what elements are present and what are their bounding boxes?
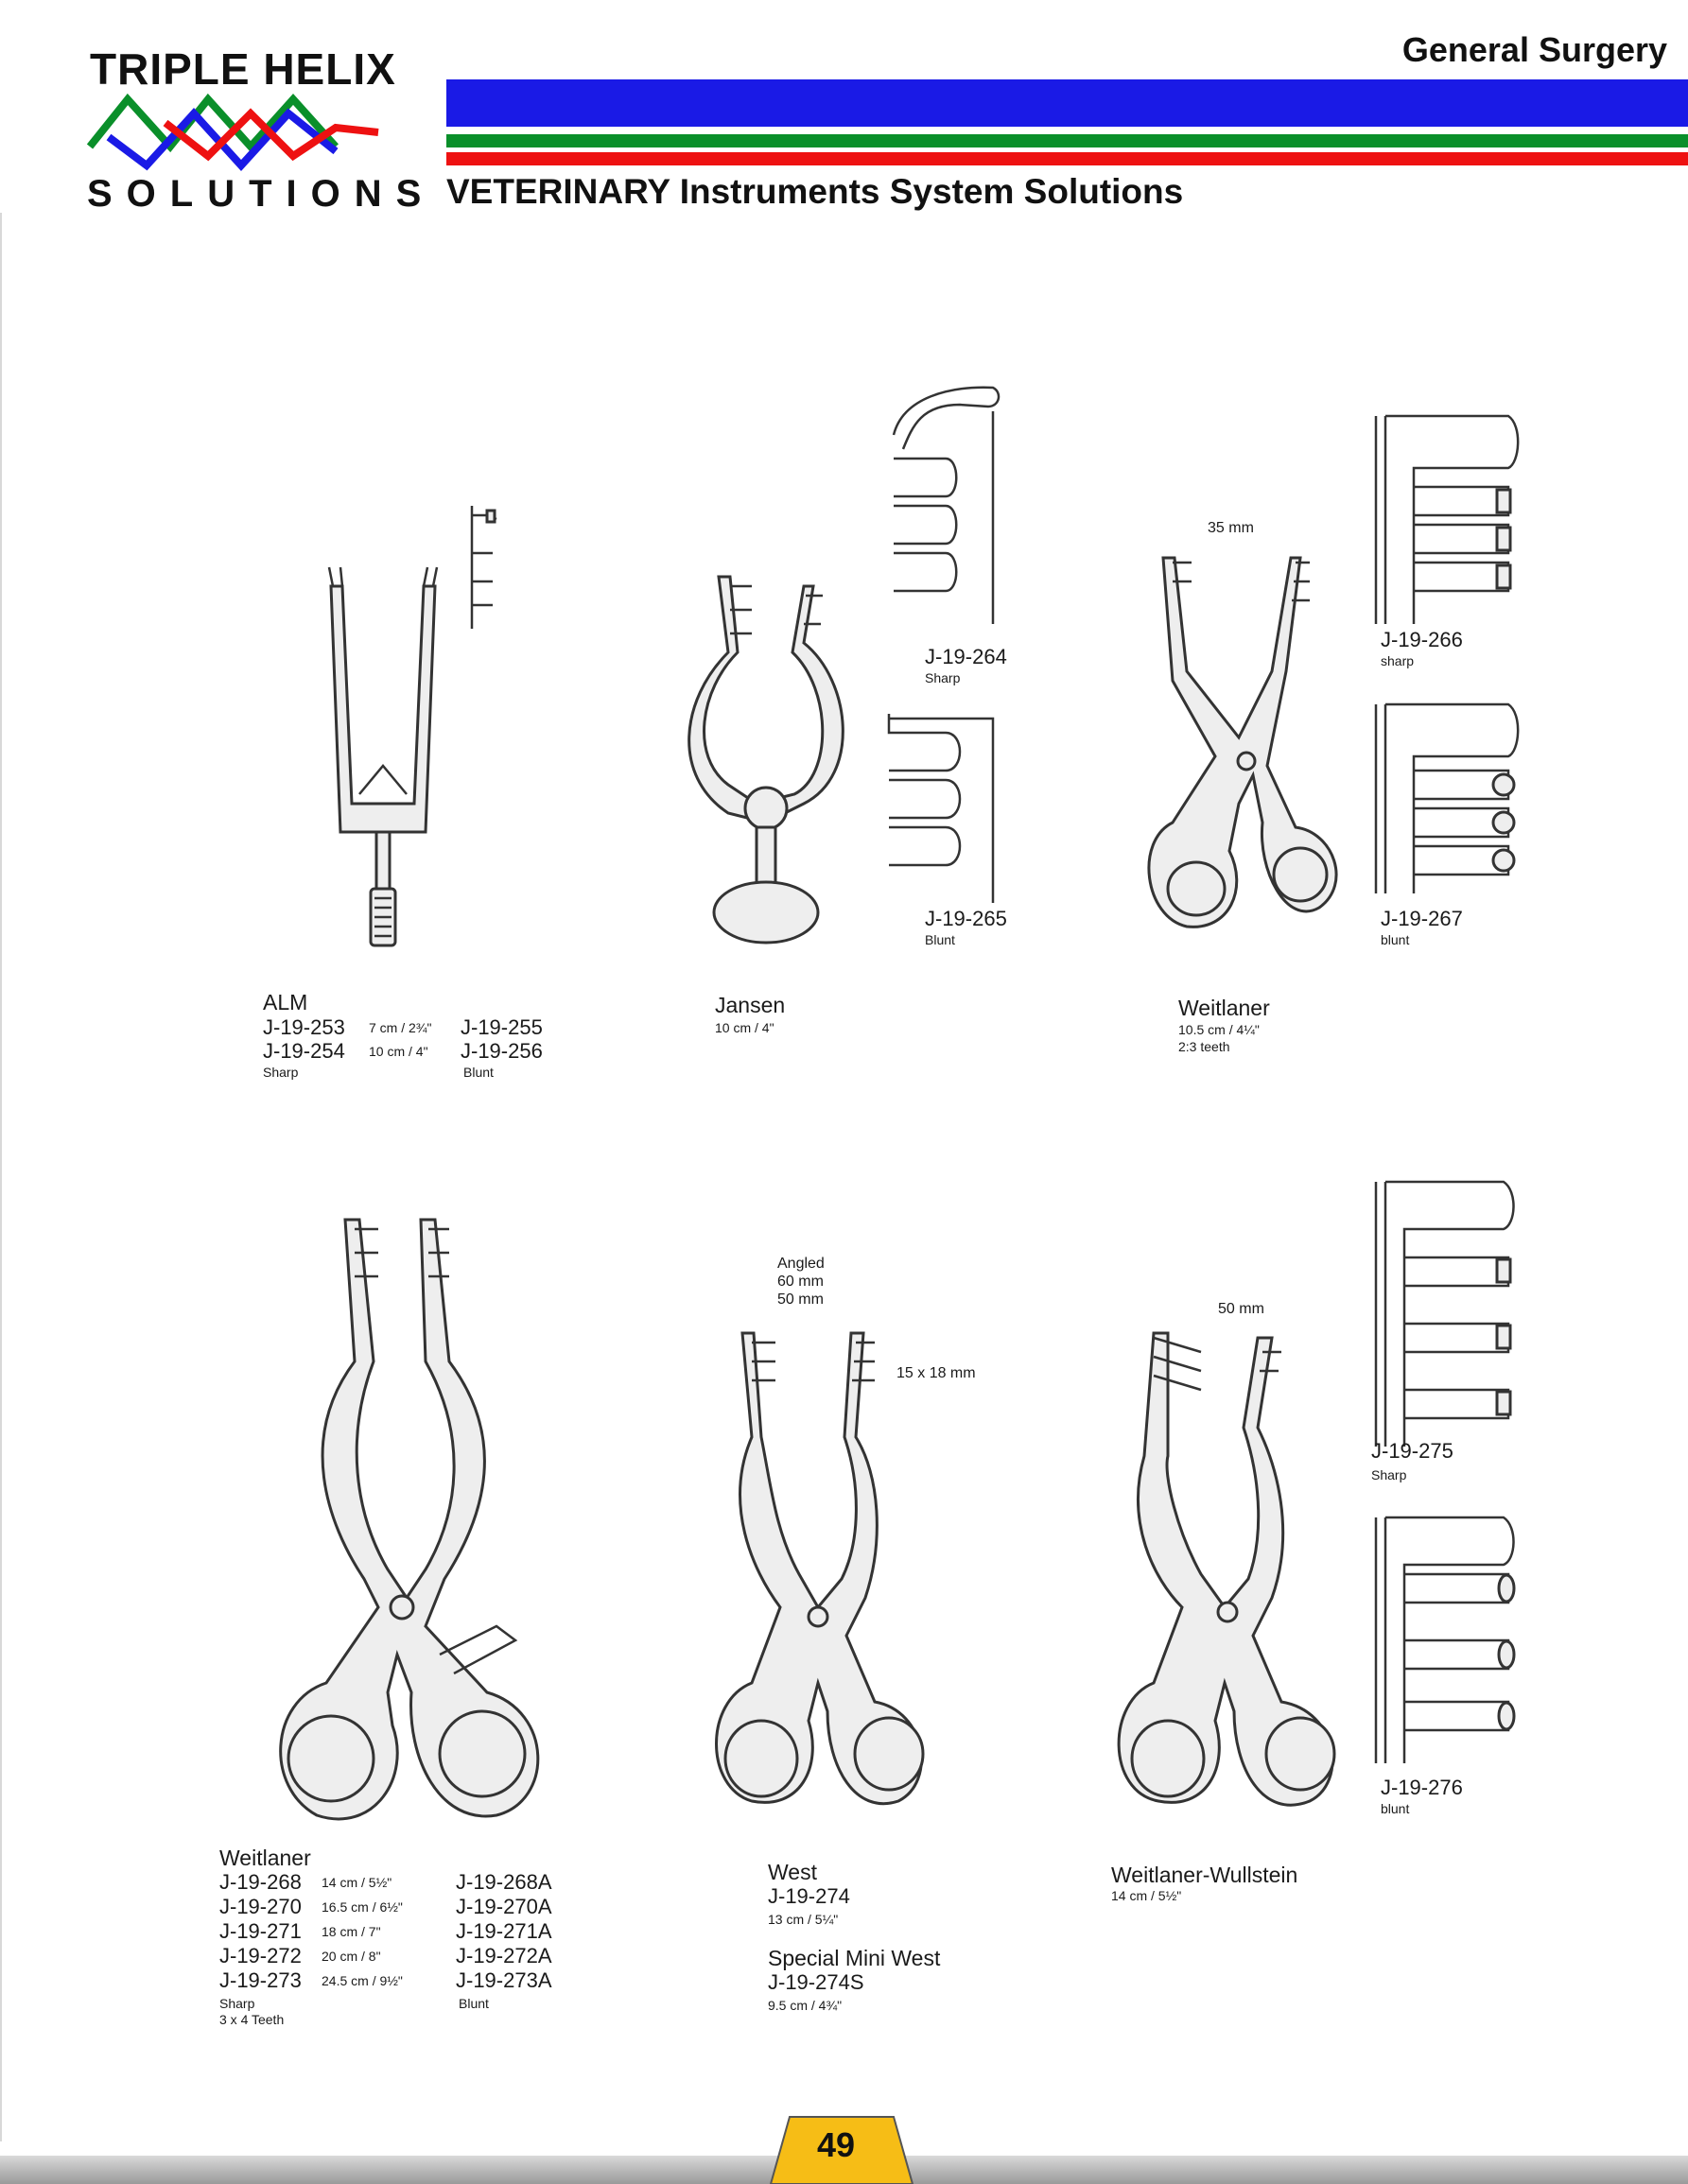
weitlaner-code-268a: J-19-268A [456,1870,552,1894]
jansen-size: 10 cm / 4" [715,1020,774,1035]
jansen-name: Jansen [715,993,786,1017]
alm-code-253: J-19-253 [263,1015,345,1039]
weitlaner-small-size: 10.5 cm / 4¼" [1178,1022,1260,1037]
weitlaner-code-272a: J-19-272A [456,1944,552,1967]
jansen-retractor-illustration [662,567,889,964]
weitlaner-retractor-illustration [213,1210,563,1834]
header-band-green [446,134,1688,147]
wullstein-size: 14 cm / 5½" [1111,1888,1182,1903]
j267-note: blunt [1381,932,1410,947]
alm-code-254: J-19-254 [263,1039,345,1063]
weitlaner-code-273: J-19-273 [219,1968,302,1992]
j275-code: J-19-275 [1371,1439,1453,1463]
weitlaner-small-name: Weitlaner [1178,996,1270,1020]
logo-subtitle: SOLUTIONS [87,173,436,215]
weitlaner-code-271: J-19-271 [219,1919,302,1943]
west-size: 13 cm / 5¼" [768,1912,839,1927]
weitlaner-code-271a: J-19-271A [456,1919,552,1943]
west-dim: 15 x 18 mm [896,1365,976,1381]
j275-note: Sharp [1371,1467,1407,1482]
wullstein-dim: 50 mm [1218,1301,1264,1317]
j267-code: J-19-267 [1381,907,1463,930]
west-angled-50: 50 mm [777,1291,824,1308]
page-margin-rule [0,213,2,2141]
mini-west-size: 9.5 cm / 4¾" [768,1998,843,2013]
j276-code: J-19-276 [1381,1776,1463,1799]
weitlaner-size-271: 18 cm / 7" [322,1924,381,1939]
weitlaner-wullstein-retractor-illustration [1059,1324,1362,1834]
page-number: 49 [816,2125,856,2164]
wullstein-name: Weitlaner-Wullstein [1111,1863,1298,1887]
weitlaner-small-dim: 35 mm [1208,520,1254,536]
logo-title: TRIPLE HELIX [90,44,396,94]
west-angled-60: 60 mm [777,1274,824,1290]
west-code: J-19-274 [768,1884,850,1908]
alm-code-255: J-19-255 [461,1015,543,1039]
alm-sharp-note: Sharp [263,1065,299,1080]
j265-blade-illustration [889,714,1012,903]
j265-code: J-19-265 [925,907,1007,930]
weitlaner-code-272: J-19-272 [219,1944,302,1967]
tagline: VETERINARY Instruments System Solutions [446,172,1184,211]
alm-name: ALM [263,990,308,1014]
alm-blade-detail-illustration [468,506,506,629]
mini-west-code: J-19-274S [768,1970,864,1994]
j266-note: sharp [1381,653,1415,668]
header-band-red [446,152,1688,165]
west-retractor-illustration [657,1324,941,1834]
weitlaner-small-teeth: 2:3 teeth [1178,1039,1230,1054]
mini-west-name: Special Mini West [768,1946,941,1970]
weitlaner-size-272: 20 cm / 8" [322,1949,381,1964]
j266-code: J-19-266 [1381,628,1463,651]
j264-code: J-19-264 [925,645,1007,668]
alm-code-256: J-19-256 [461,1039,543,1063]
alm-size-253: 7 cm / 2¾" [369,1020,432,1035]
west-name: West [768,1860,817,1884]
j275-blade-illustration [1376,1172,1527,1447]
j266-blade-illustration [1376,407,1527,624]
j267-blade-illustration [1376,695,1527,893]
weitlaner-teeth-note: 3 x 4 Teeth [219,2012,285,2027]
weitlaner-small-retractor-illustration [1097,548,1352,974]
weitlaner-size-268: 14 cm / 5½" [322,1875,392,1890]
weitlaner-code-270a: J-19-270A [456,1895,552,1918]
j276-blade-illustration [1376,1508,1527,1763]
header-band-blue [446,79,1688,127]
alm-blunt-note: Blunt [463,1065,494,1080]
weitlaner-blunt-note: Blunt [459,1996,489,2011]
weitlaner-name: Weitlaner [219,1846,311,1870]
alm-retractor-illustration [322,492,454,945]
weitlaner-sharp-note: Sharp [219,1996,255,2011]
west-angled-label: Angled [777,1256,825,1272]
helix-logo-icon [90,90,383,175]
section-title: General Surgery [1401,30,1667,69]
j276-note: blunt [1381,1801,1410,1816]
weitlaner-code-270: J-19-270 [219,1895,302,1918]
weitlaner-code-273a: J-19-273A [456,1968,552,1992]
weitlaner-size-273: 24.5 cm / 9½" [322,1973,403,1988]
j264-note: Sharp [925,670,961,685]
alm-size-254: 10 cm / 4" [369,1044,428,1059]
weitlaner-code-268: J-19-268 [219,1870,302,1894]
j265-note: Blunt [925,932,955,947]
j264-blade-illustration [884,378,1007,624]
weitlaner-size-270: 16.5 cm / 6½" [322,1899,403,1915]
